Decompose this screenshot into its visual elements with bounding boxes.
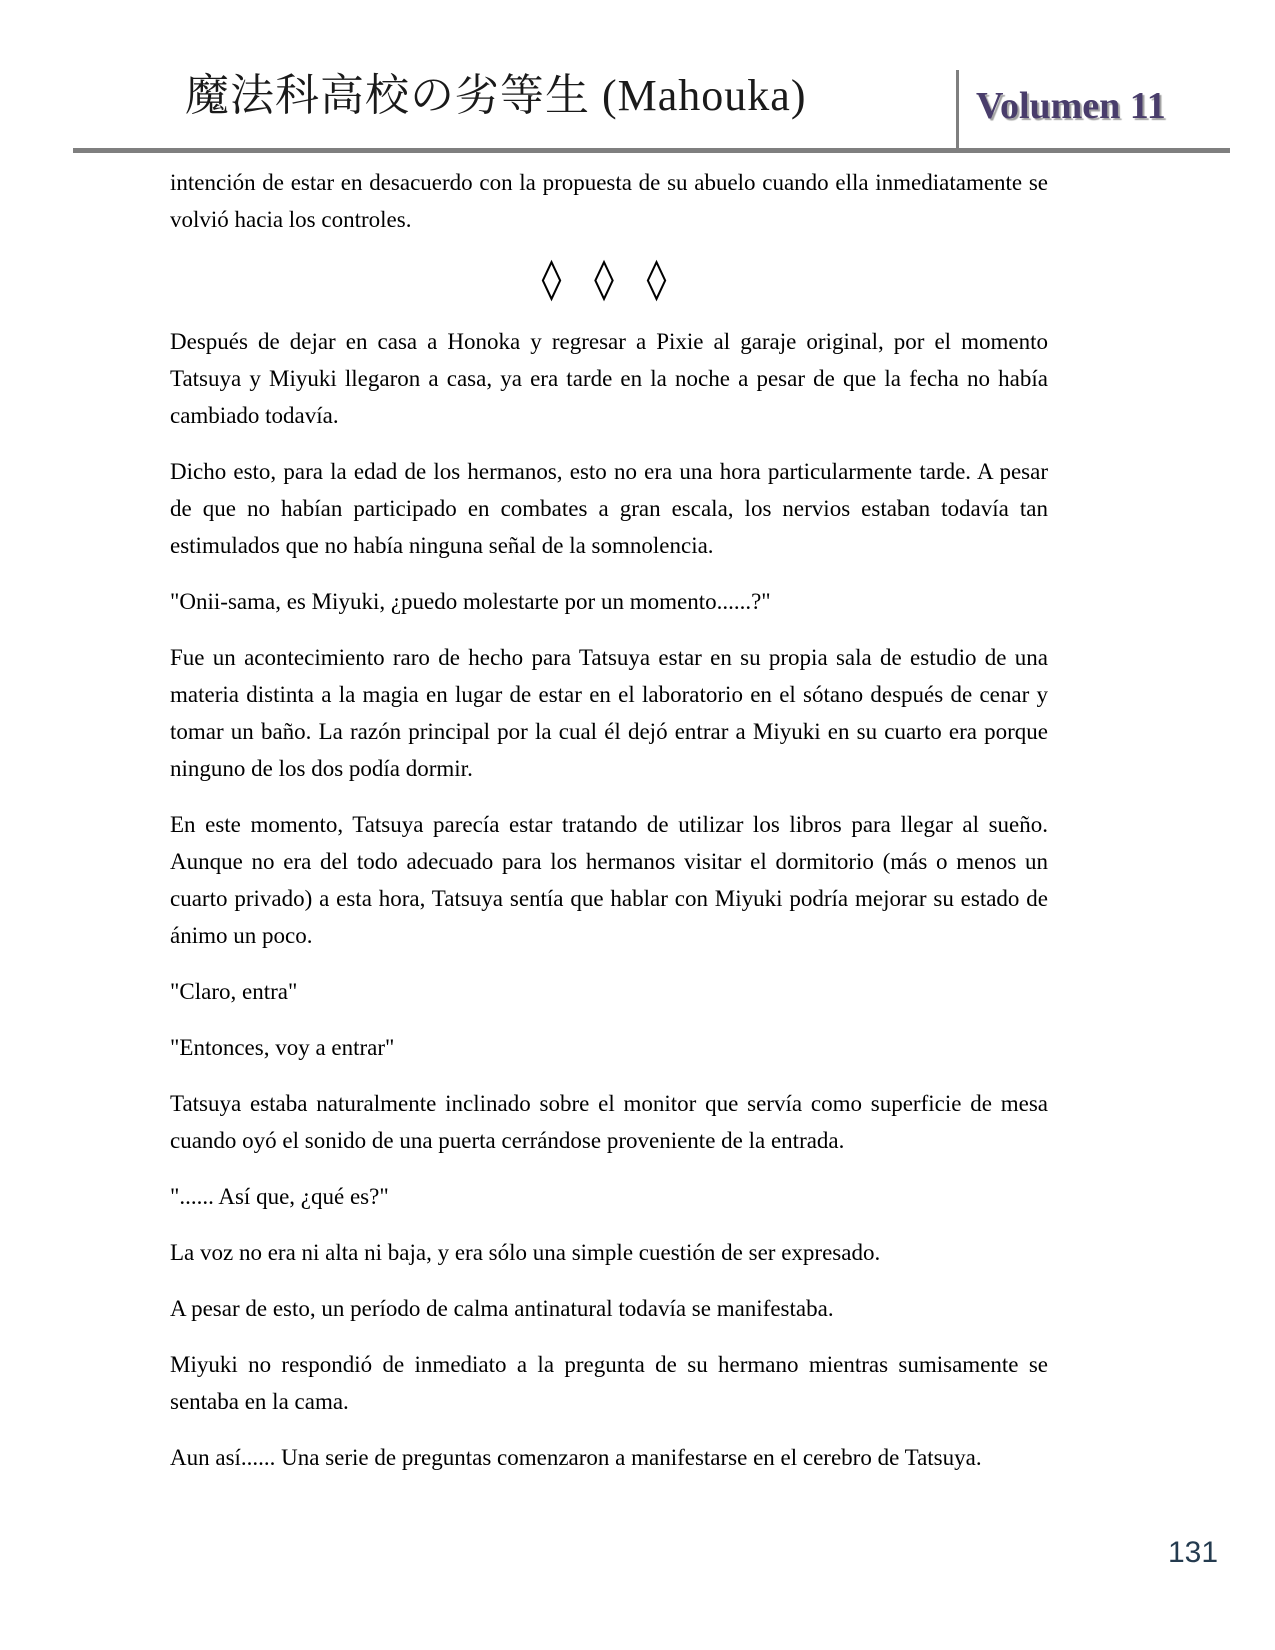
header-vertical-divider <box>956 70 959 150</box>
paragraph: La voz no era ni alta ni baja, y era sólo una simple cuestión de ser expresado. <box>170 1240 881 1265</box>
paragraph: Fue un acontecimiento raro de hecho para Tatsuya estar en su propia sala de estudio de una materia distinta a la magia en lugar de estar en el laboratorio en el sótano después de cenar y tomar un baño. La razón principal por la cual él dejó entrar a Miyuki en su cuarto era porque ninguno de los dos podía dormir. <box>170 645 1048 781</box>
page-number: 131 <box>1168 1536 1219 1569</box>
paragraph: Tatsuya estaba naturalmente inclinado sobre el monitor que servía como superficie de mesa cuando oyó el sonido de una puerta cerrándose proveniente de la entrada. <box>170 1091 1048 1153</box>
paragraph: Aun así...... Una serie de preguntas comenzaron a manifestarse en el cerebro de Tatsuya. <box>170 1445 982 1470</box>
dialogue-paragraph: "Onii-sama, es Miyuki, ¿puedo molestarte por un momento......?" <box>170 589 771 614</box>
paragraph: Después de dejar en casa a Honoka y regresar a Pixie al garaje original, por el momento Tatsuya y Miyuki llegaron a casa, ya era tarde en la noche a pesar de que la fecha no había cambiado todavía. <box>170 329 1048 428</box>
paragraph: intención de estar en desacuerdo con la propuesta de su abuelo cuando ella inmediatamente se volvió hacia los controles. <box>170 170 1048 232</box>
header-rule <box>73 148 1230 153</box>
volume-label: Volumen 11 <box>976 85 1166 127</box>
dialogue-paragraph: "...... Así que, ¿qué es?" <box>170 1184 389 1209</box>
paragraph: Miyuki no respondió de inmediato a la pregunta de su hermano mientras sumisamente se sentaba en la cama. <box>170 1352 1048 1414</box>
scene-break-diamonds: ◊ ◊ ◊ <box>541 256 677 302</box>
book-title: 魔法科高校の劣等生 (Mahouka) <box>185 71 807 120</box>
paragraph: A pesar de esto, un período de calma antinatural todavía se manifestaba. <box>170 1296 834 1321</box>
page-content <box>170 164 1048 1495</box>
dialogue-paragraph: "Claro, entra" <box>170 979 298 1004</box>
paragraph: En este momento, Tatsuya parecía estar tratando de utilizar los libros para llegar al sueño. Aunque no era del todo adecuado para los hermanos visitar el dormitorio (más o menos un cuarto privado) a esta hora, Tatsuya sentía que hablar con Miyuki podría mejorar su estado de ánimo un poco. <box>170 812 1048 948</box>
paragraph: Dicho esto, para la edad de los hermanos, esto no era una hora particularmente tarde. A pesar de que no habían participado en combates a gran escala, los nervios estaban todavía tan estimulados que no había ninguna señal de la somnolencia. <box>170 459 1048 558</box>
dialogue-paragraph: "Entonces, voy a entrar" <box>170 1035 395 1060</box>
